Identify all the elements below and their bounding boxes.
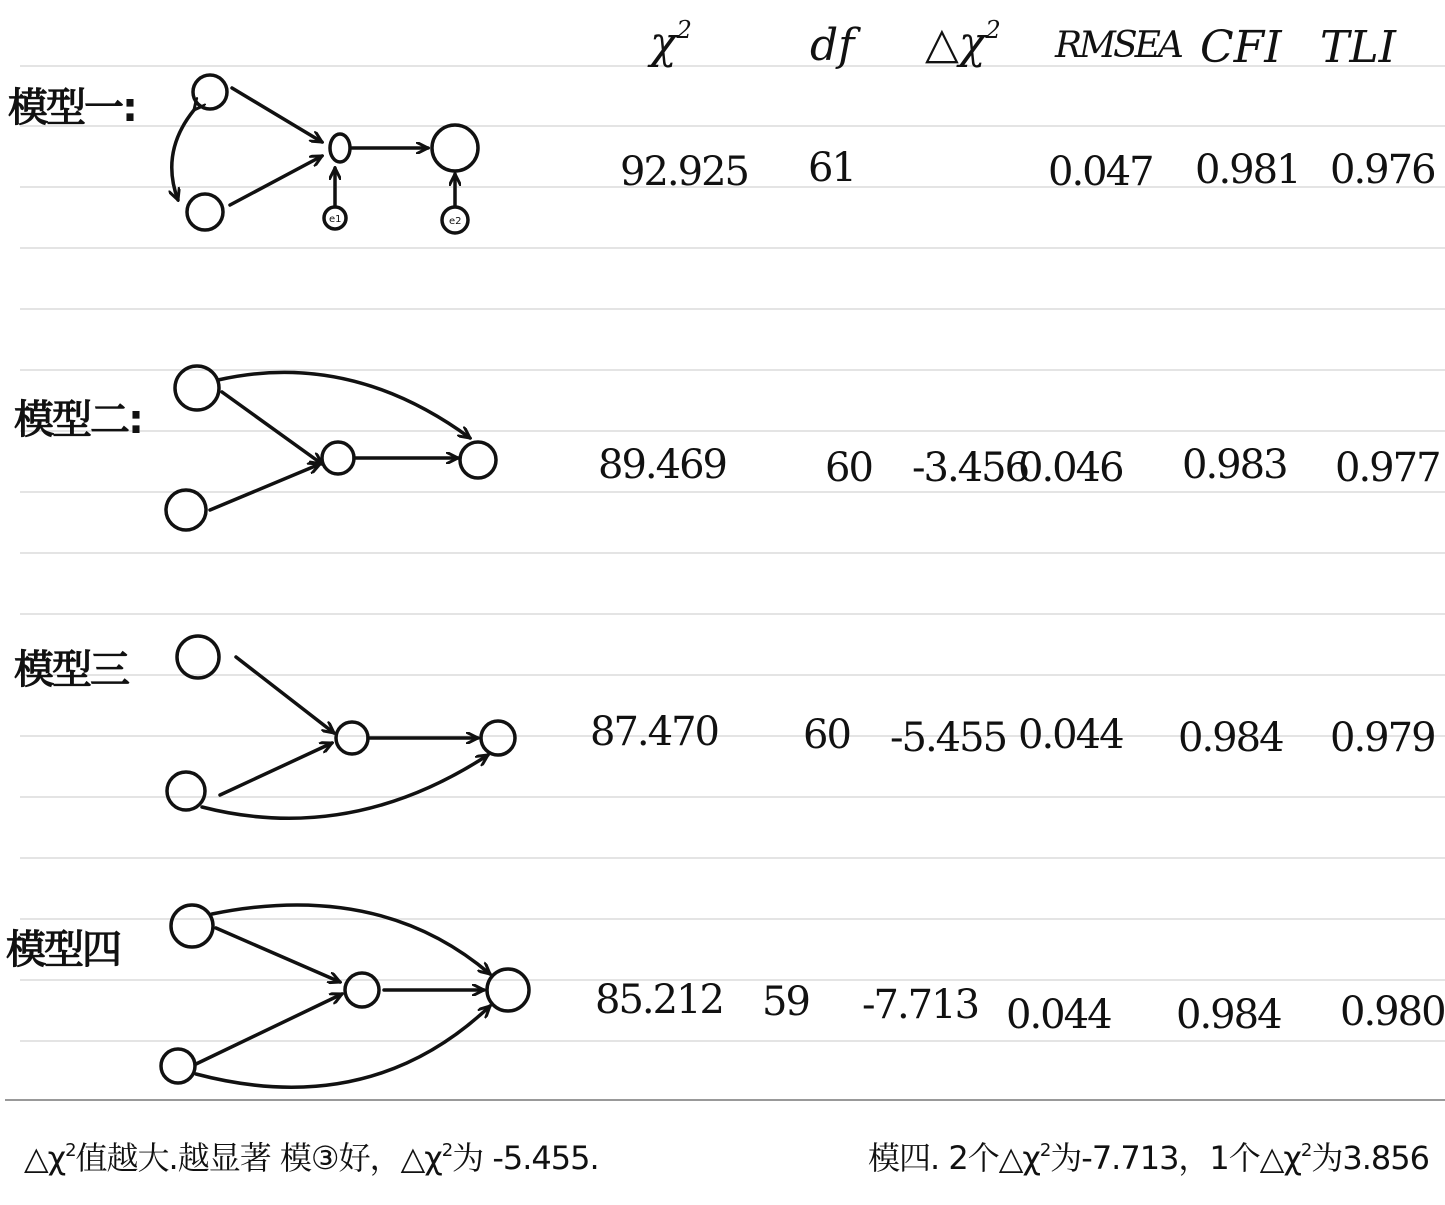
edge-x1-to-outcome <box>212 905 490 974</box>
edge-covariance-x1-x2 <box>172 110 194 200</box>
model-2-cfi: 0.983 <box>1182 442 1287 488</box>
node-mediator <box>345 973 379 1007</box>
model-1-rmsea: 0.047 <box>1048 149 1153 195</box>
model-2-path-diagram <box>150 350 510 550</box>
node-mediator <box>330 134 350 162</box>
header-tli: TLI <box>1320 22 1396 73</box>
edge-x2-to-outcome <box>196 1006 490 1087</box>
header-chi2: $\chi^2$ <box>650 16 692 69</box>
model-1-tli: 0.976 <box>1330 147 1435 193</box>
node-outcome <box>432 125 478 171</box>
node-outcome <box>487 969 529 1011</box>
node-outcome <box>481 721 515 755</box>
node-x1 <box>171 905 213 947</box>
model-3-chi2: 87.470 <box>590 709 718 755</box>
edge-x2-to-outcome <box>202 755 488 818</box>
node-x2 <box>166 490 206 530</box>
model-3-tli: 0.979 <box>1330 715 1435 761</box>
header-df: df <box>810 20 855 71</box>
model-2-delta: -3.456 <box>912 445 1029 491</box>
model-1-cfi: 0.981 <box>1195 147 1300 193</box>
header-cfi: CFI <box>1200 22 1282 73</box>
model-4-cfi: 0.984 <box>1176 992 1281 1038</box>
model-3-cfi: 0.984 <box>1178 715 1283 761</box>
model-3-rmsea: 0.044 <box>1018 712 1123 758</box>
model-4-rmsea: 0.044 <box>1006 992 1111 1038</box>
node-outcome <box>460 442 496 478</box>
node-mediator <box>336 722 368 754</box>
node-x1 <box>193 75 227 109</box>
model-4-chi2: 85.212 <box>595 977 723 1023</box>
header-delta-chi2: $\triangle\chi^2$ <box>925 16 1001 69</box>
model-3-delta: -5.455 <box>890 715 1007 761</box>
footer-note-left: $\triangle\chi^2$值越大.越显著 模③好，$\triangle\chi^2$为 -5.455. <box>24 1139 599 1177</box>
node-x2 <box>167 772 205 810</box>
header-rmsea: RMSEA <box>1055 25 1181 66</box>
model-1-chi2: 92.925 <box>620 149 748 195</box>
edge-x1-to-mediator <box>216 928 340 982</box>
model-4-delta: -7.713 <box>862 982 979 1028</box>
model-1-path-diagram <box>150 60 510 250</box>
node-mediator <box>322 442 354 474</box>
model-4-tli: 0.980 <box>1340 989 1445 1035</box>
model-1-label: 模型一: <box>8 85 136 131</box>
footer-note-right: 模四. 2个$\triangle\chi^2$为-7.713，1个$\triangle\chi^2$为3.856 <box>868 1139 1429 1177</box>
edge-x1-to-mediator <box>236 657 334 733</box>
model-3-df: 60 <box>803 712 850 758</box>
model-1-df: 61 <box>808 145 855 191</box>
model-2-tli: 0.977 <box>1335 445 1440 491</box>
model-2-chi2: 89.469 <box>598 442 726 488</box>
node-x1 <box>175 366 219 410</box>
model-2-rmsea: 0.046 <box>1018 445 1123 491</box>
edge-x2-to-mediator <box>220 743 332 795</box>
error-label-e1: e1 <box>329 214 342 225</box>
node-x1 <box>177 636 219 678</box>
model-3-path-diagram <box>150 625 530 835</box>
model-2-label: 模型二: <box>14 397 142 443</box>
edge-x1-to-outcome <box>218 372 470 438</box>
edge-x2-to-mediator <box>196 994 342 1064</box>
node-x2 <box>161 1049 195 1083</box>
error-label-e2: e2 <box>449 216 462 227</box>
model-4-label: 模型四 <box>6 927 120 973</box>
model-2-df: 60 <box>825 445 872 491</box>
edge-x1-to-mediator <box>232 88 322 142</box>
model-4-df: 59 <box>762 979 809 1025</box>
edge-x2-to-mediator <box>210 464 320 510</box>
model-4-path-diagram <box>150 890 550 1100</box>
edge-x1-to-mediator <box>222 392 322 464</box>
model-3-label: 模型三 <box>14 647 128 693</box>
edge-x2-to-mediator <box>230 156 322 205</box>
node-x2 <box>187 194 223 230</box>
